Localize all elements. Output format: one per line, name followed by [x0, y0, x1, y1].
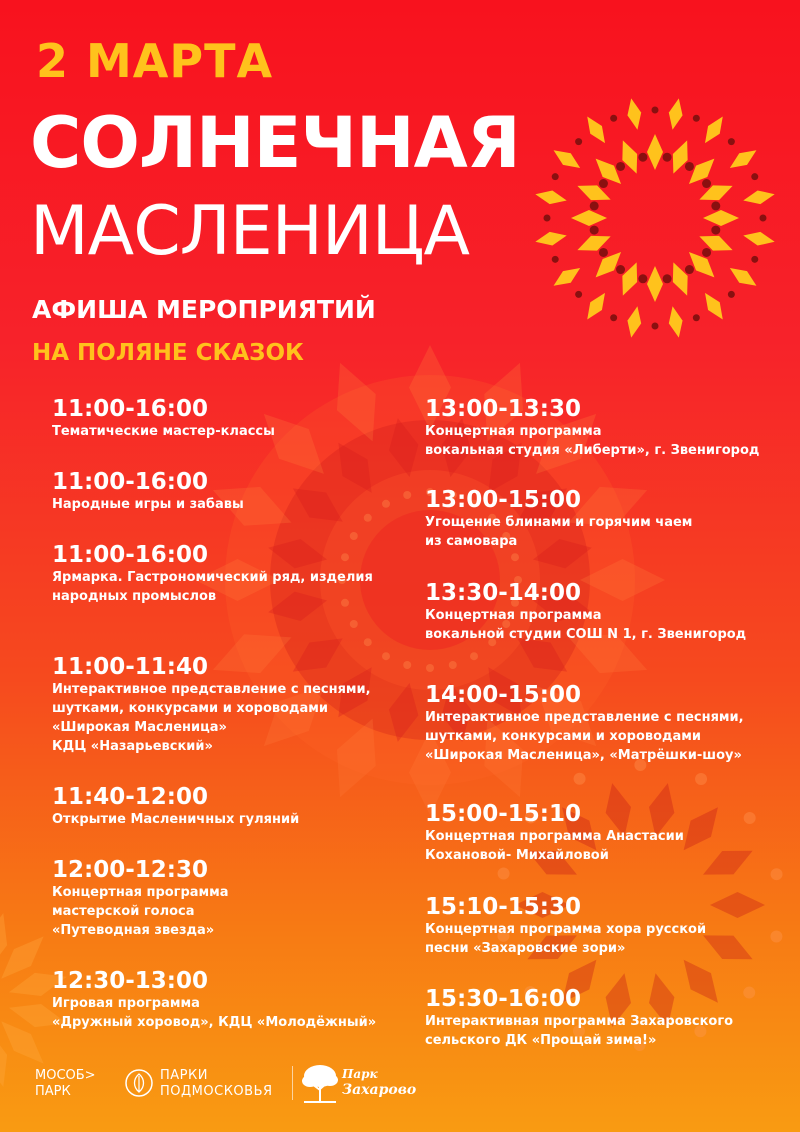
mandala-dot [350, 620, 358, 628]
mandala-dot [364, 638, 372, 646]
event-item [425, 580, 800, 644]
sun-outer-ray [554, 268, 581, 286]
sun-outer-ray [554, 150, 581, 168]
event-time: 13:00-13:30 [425, 396, 581, 422]
sun-outer-dot [728, 291, 735, 298]
sun-outer-dot [728, 138, 735, 145]
sun-outer-ray [743, 232, 774, 246]
event-description [425, 920, 800, 958]
event-description [425, 513, 800, 551]
event-item [425, 986, 800, 1050]
event-description-line: Тематические мастер-классы [52, 424, 275, 439]
mandala-dot [350, 532, 358, 540]
sun-ray [647, 266, 663, 302]
parks-podmoskovya-logo [160, 1068, 273, 1100]
sun-ray [689, 252, 714, 277]
left-edge-petal [1, 936, 43, 978]
mosoblpark-line-2: ПАРК [35, 1084, 71, 1099]
event-description-line: Концертная программа [425, 608, 602, 623]
event-item [425, 801, 800, 865]
event-description [52, 994, 432, 1032]
event-item [52, 784, 432, 829]
event-item [52, 469, 432, 514]
event-time: 13:00-15:00 [425, 487, 581, 513]
sun-dot [616, 265, 625, 274]
event-description-line: Интерактивная программа Захаровского [425, 1014, 734, 1029]
event-description-line: Народные игры и забавы [52, 497, 244, 512]
sun-ray [673, 140, 688, 173]
mosoblpark-logo [35, 1068, 96, 1100]
mandala-dot [364, 514, 372, 522]
event-item [52, 396, 432, 441]
sun-outer-ray [587, 293, 605, 320]
sun-ray [577, 236, 610, 251]
sun-outer-dot [652, 323, 659, 330]
sun-outer-dot [552, 173, 559, 180]
sun-outer-dot [751, 256, 758, 263]
event-item [52, 857, 432, 940]
sun-outer-dot [552, 256, 559, 263]
sun-dot [702, 179, 711, 188]
event-description-line: из самовара [425, 534, 518, 549]
subtitle: АФИША МЕРОПРИЯТИЙ [32, 295, 376, 324]
event-item [425, 894, 800, 958]
event-description-line: Концертная программа Анастасии [425, 829, 684, 844]
sun-outer-ray [535, 232, 566, 246]
event-time: 15:30-16:00 [425, 986, 581, 1012]
mandala-dot [511, 553, 519, 561]
event-description-line: «Широкая Масленица», «Матрёшки-шоу» [425, 748, 742, 763]
event-description-line: «Путеводная звезда» [52, 923, 215, 938]
sun-dot [702, 248, 711, 257]
event-item [52, 968, 432, 1032]
sun-dot [663, 274, 672, 283]
event-description-line: Интерактивное представление с песнями, [52, 682, 371, 697]
sun-ray [571, 210, 607, 226]
event-description [52, 495, 432, 514]
bottom-sun-dot [574, 773, 586, 785]
event-description-line: вокальной студии СОШ N 1, г. Звенигород [425, 627, 747, 642]
bottom-sun-dot [498, 868, 510, 880]
sun-outer-dot [610, 115, 617, 122]
sun-ray [699, 236, 732, 251]
event-time: 13:30-14:00 [425, 580, 581, 606]
sun-ray [699, 185, 732, 200]
event-description [425, 827, 800, 865]
sun-outer-dot [575, 138, 582, 145]
sun-outer-ray [669, 306, 683, 337]
left-edge-petal [1, 1021, 43, 1063]
sun-ray [622, 262, 637, 295]
event-description-line: песни «Захаровские зори» [425, 941, 626, 956]
event-time: 12:30-13:00 [52, 968, 208, 994]
sun-ray [703, 210, 739, 226]
sun-outer-ray [627, 306, 641, 337]
sun-ray [622, 140, 637, 173]
event-item [52, 654, 432, 756]
event-description-line: мастерской голоса [52, 904, 195, 919]
event-description-line: Интерактивное представление с песнями, [425, 710, 744, 725]
zakharovo-line-2: Захарово [342, 1082, 417, 1098]
event-description [425, 1012, 800, 1050]
event-description [52, 883, 432, 940]
event-description-line: «Широкая Масленица» [52, 720, 227, 735]
event-description-line: Игровая программа [52, 996, 200, 1011]
event-item [52, 542, 432, 606]
title-line-2: МАСЛЕНИЦА [30, 192, 470, 271]
event-item [425, 396, 800, 460]
zakharovo-logo [342, 1066, 416, 1098]
event-date: 2 МАРТА [36, 34, 274, 88]
parks-line-1: ПАРКИ [160, 1068, 208, 1083]
event-description [425, 606, 800, 644]
mandala-dot [449, 661, 457, 669]
event-time: 11:40-12:00 [52, 784, 208, 810]
event-description-line: вокальная студия «Либерти», г. Звенигород [425, 443, 760, 458]
sun-ray [689, 159, 714, 184]
left-edge-petal [0, 913, 7, 971]
sun-dot [599, 179, 608, 188]
event-description-line: Концертная программа [425, 424, 602, 439]
event-time: 15:10-15:30 [425, 894, 581, 920]
left-edge-petal [0, 1029, 7, 1087]
event-time: 11:00-11:40 [52, 654, 208, 680]
sun-outer-dot [693, 115, 700, 122]
sun-outer-ray [730, 150, 757, 168]
sun-outer-ray [535, 190, 566, 204]
leaf-icon [124, 1068, 154, 1098]
bottom-sun-dot [695, 773, 707, 785]
title-line-1: СОЛНЕЧНАЯ [30, 102, 520, 184]
sun-outer-ray [705, 293, 723, 320]
location: НА ПОЛЯНЕ СКАЗОК [32, 340, 304, 366]
sun-dot [685, 162, 694, 171]
sun-outer-dot [652, 107, 659, 114]
tree-icon [300, 1062, 340, 1104]
sun-outer-dot [760, 215, 767, 222]
event-time: 15:00-15:10 [425, 801, 581, 827]
event-description-line: народных промыслов [52, 589, 217, 604]
sun-outer-ray [705, 117, 723, 144]
sun-outer-ray [627, 98, 641, 129]
sun-ray [647, 134, 663, 170]
event-description-line: шутками, конкурсами и хороводами [425, 729, 702, 744]
event-description-line: шутками, конкурсами и хороводами [52, 701, 329, 716]
event-description-line: Концертная программа [52, 885, 229, 900]
zakharovo-line-1: Парк [342, 1067, 378, 1081]
sun-outer-dot [693, 314, 700, 321]
event-description [52, 810, 432, 829]
event-description [52, 680, 432, 756]
sun-dot [616, 162, 625, 171]
sun-ray [577, 185, 610, 200]
event-item [425, 487, 800, 551]
event-description-line: «Дружный хоровод», КДЦ «Молодёжный» [52, 1015, 377, 1030]
sun-outer-dot [544, 215, 551, 222]
event-description [425, 422, 800, 460]
event-description-line: Угощение блинами и горячим чаем [425, 515, 693, 530]
sun-ray [673, 262, 688, 295]
sun-dot [590, 226, 599, 235]
sun-ray [596, 159, 621, 184]
parks-line-2: ПОДМОСКОВЬЯ [160, 1084, 273, 1099]
sun-outer-ray [743, 190, 774, 204]
event-description-line: Кохановой- Михайловой [425, 848, 609, 863]
event-description-line: сельского ДК «Прощай зима!» [425, 1033, 657, 1048]
mosoblpark-line-1: МОСОБ> [35, 1068, 96, 1083]
sun-outer-ray [669, 98, 683, 129]
event-description [52, 568, 432, 606]
event-description [425, 708, 800, 765]
event-description-line: КДЦ «Назарьевский» [52, 739, 213, 754]
sun-outer-dot [575, 291, 582, 298]
sun-dot [711, 201, 720, 210]
event-description-line: Открытие Масленичных гуляний [52, 812, 300, 827]
sun-ray [596, 252, 621, 277]
event-description-line: Концертная программа хора русской [425, 922, 707, 937]
event-time: 11:00-16:00 [52, 396, 208, 422]
event-time: 12:00-12:30 [52, 857, 208, 883]
sun-dot [590, 201, 599, 210]
event-time: 11:00-16:00 [52, 542, 208, 568]
sun-outer-ray [587, 117, 605, 144]
sun-outer-dot [610, 314, 617, 321]
event-time: 11:00-16:00 [52, 469, 208, 495]
sun-dot [638, 274, 647, 283]
sun-outer-ray [730, 268, 757, 286]
sun-dot [638, 153, 647, 162]
sun-dot [711, 226, 720, 235]
sun-outer-dot [751, 173, 758, 180]
sun-dot [685, 265, 694, 274]
sun-dot [663, 153, 672, 162]
event-description-line: Ярмарка. Гастрономический ряд, изделия [52, 570, 373, 585]
event-item [425, 682, 800, 765]
event-description [52, 422, 432, 441]
footer-divider [292, 1066, 293, 1100]
sun-dot [599, 248, 608, 257]
mandala-dot [470, 652, 478, 660]
event-time: 14:00-15:00 [425, 682, 581, 708]
bottom-sun-dot [771, 868, 783, 880]
